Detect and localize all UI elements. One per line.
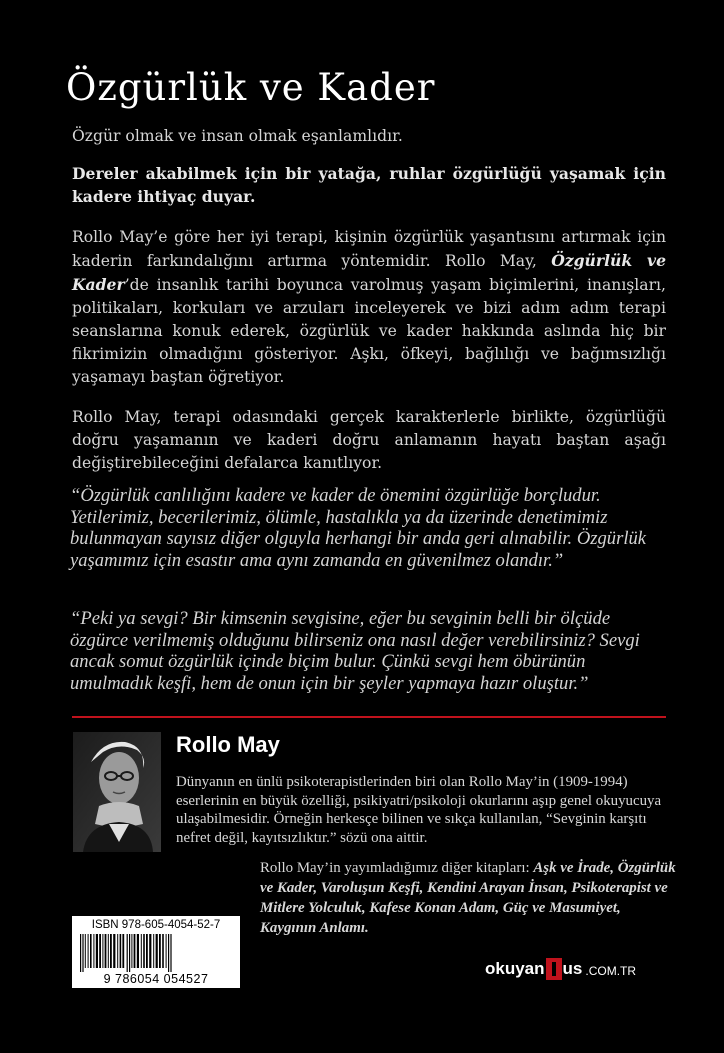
other-books-titles: Aşk ve İrade, Özgürlük ve Kader, Varoluşun Keşfi, Kendini Arayan İnsan, Psikoterapist ve Mitlere Yolculuk, Kafese Konan Adam, Güç ve Masumiyet, Kaygının Anlamı. bbox=[260, 860, 676, 936]
publisher-name-part-1: okuyan bbox=[485, 959, 545, 978]
publisher-mark-icon bbox=[546, 958, 562, 980]
author-portrait-image bbox=[73, 732, 161, 852]
isbn-barcode bbox=[72, 916, 240, 988]
other-books bbox=[260, 858, 680, 938]
publisher-logo bbox=[485, 956, 636, 982]
divider-rule bbox=[72, 716, 666, 718]
paragraph-1-book-title: Özgürlük ve Kader bbox=[72, 251, 667, 294]
author-photo bbox=[73, 732, 161, 852]
barcode-digits: 9 786054 054527 bbox=[103, 972, 209, 986]
description-paragraph-2: Rollo May, terapi odasındaki gerçek karakterlerle birlikte, özgürlüğü doğru yaşamanın ve kaderi doğru anlamanın hayatı baştan aşağı değiştirebileceğini defalarca kanıtlıyor. bbox=[72, 408, 666, 472]
description-paragraph-1 bbox=[72, 226, 666, 389]
lead-line-1: Özgür olmak ve insan olmak eşanlamlıdır. bbox=[72, 127, 403, 145]
paragraph-1-end: ’de insanlık tarihi boyunca varolmuş yaşam biçimlerini, inanışları, politikaları, korkuları ve arzuları inceleyerek ve bizi adım adım terapi seanslarına konuk ederek, özgürlük ve kader hakkında aslında hiç bir fikrimizin olmadığını gösteriyor. Aşkı, öfkeyi, bağlılığı ve bağımsızlığı yaşamayı baştan öğretiyor. bbox=[72, 276, 666, 386]
quote-2: “Peki ya sevgi? Bir kimsenin sevgisine, eğer bu sevginin belli bir ölçüde özgürce verilmemiş olduğunu bilirseniz ona nasıl değer verebilirsiniz? Sevgi ancak somut özgürlük içinde biçim bulur. Çünkü sevgi hem öbürünün umulmadık keşfi, hem de onun için bir şeyler yapmaya hazır oluştur.” bbox=[70, 608, 640, 694]
publisher-domain: .COM.TR bbox=[585, 963, 637, 978]
isbn-label: ISBN 978-605-4054-52-7 bbox=[91, 919, 221, 931]
barcode-icon bbox=[78, 934, 234, 972]
book-title: Özgürlük ve Kader bbox=[66, 66, 436, 109]
author-bio: Dünyanın en ünlü psikoterapistlerinden biri olan Rollo May’in (1909-1994) eserlerinin en büyük özelliği, psikiyatri/psikoloji okurlarını aşıp genel okuyucuya ulaşabilmesidir. Örneğin herkesçe bilinen ve sıkça kullanılan, “Sevginin karşıtı nefret değil, kayıtsızlıktır.” sözü ona aittir. bbox=[176, 774, 662, 846]
author-name: Rollo May bbox=[176, 732, 280, 757]
publisher-name-part-2: us bbox=[562, 959, 583, 978]
other-books-intro: Rollo May’in yayımladığımız diğer kitapları: bbox=[260, 860, 534, 876]
paragraph-1-start: Rollo May’e göre her iyi terapi, kişinin özgürlük yaşantısını artırmak için kaderin farkındalığını artırma yöntemidir. Rollo May, bbox=[72, 228, 666, 270]
lead-line-2: Dereler akabilmek için bir yatağa, ruhlar özgürlüğü yaşamak için kadere ihtiyaç duyar. bbox=[72, 164, 666, 206]
quote-1: “Özgürlük canlılığını kadere ve kader de önemini özgürlüğe borçludur. Yetilerimiz, becerilerimiz, ölümle, hastalıkla ya da üzerinde denetimimiz bulunmayan sayısız diğer olguyla herhangi bir anda geri alınabilir. Özgürlük yaşamımız için esastır ama aynı zamanda en güvenilmez olandır.” bbox=[70, 485, 647, 571]
